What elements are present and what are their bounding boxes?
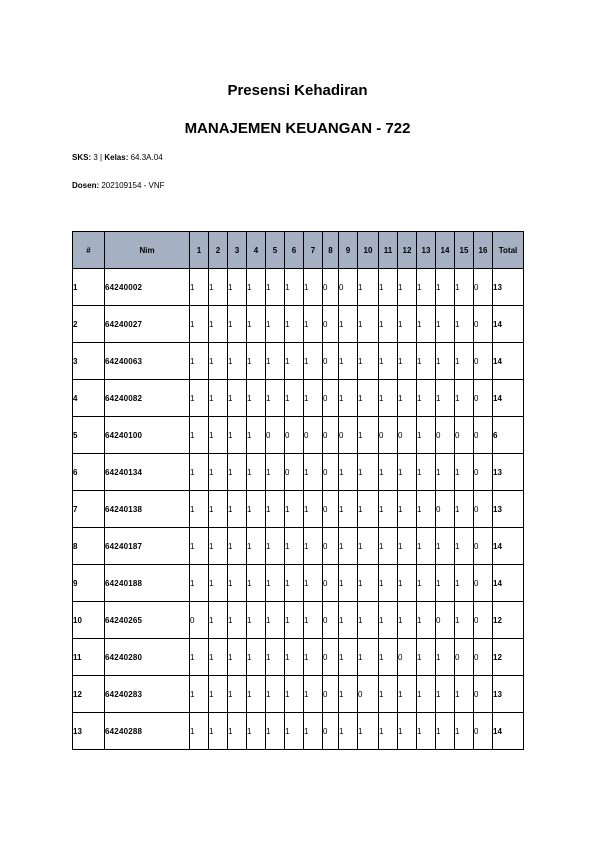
- session-attendance: 1: [228, 713, 247, 750]
- student-nim: 64240138: [105, 491, 190, 528]
- session-attendance: 1: [190, 417, 209, 454]
- column-header: #: [73, 232, 105, 269]
- dosen-label: Dosen:: [72, 181, 100, 190]
- session-attendance: 1: [266, 306, 285, 343]
- session-attendance: 0: [474, 602, 493, 639]
- session-attendance: 1: [398, 602, 417, 639]
- session-attendance: 1: [304, 565, 323, 602]
- session-attendance: 1: [247, 343, 266, 380]
- session-attendance: 0: [474, 676, 493, 713]
- session-attendance: 1: [228, 602, 247, 639]
- session-attendance: 1: [209, 491, 228, 528]
- session-attendance: 1: [285, 676, 304, 713]
- session-attendance: 1: [209, 380, 228, 417]
- session-attendance: 1: [417, 491, 436, 528]
- session-attendance: 1: [455, 269, 474, 306]
- session-attendance: 1: [455, 454, 474, 491]
- session-attendance: 1: [339, 343, 358, 380]
- session-attendance: 0: [474, 343, 493, 380]
- session-attendance: 1: [190, 491, 209, 528]
- attendance-total: 12: [493, 639, 524, 676]
- session-attendance: 1: [398, 528, 417, 565]
- session-attendance: 1: [417, 269, 436, 306]
- session-attendance: 1: [247, 602, 266, 639]
- session-attendance: 1: [266, 602, 285, 639]
- session-attendance: 0: [323, 269, 339, 306]
- session-attendance: 1: [209, 306, 228, 343]
- session-attendance: 1: [398, 380, 417, 417]
- session-attendance: 1: [339, 454, 358, 491]
- session-attendance: 0: [474, 713, 493, 750]
- session-attendance: 1: [285, 528, 304, 565]
- column-header: 9: [339, 232, 358, 269]
- session-attendance: 1: [209, 713, 228, 750]
- session-attendance: 1: [455, 676, 474, 713]
- session-attendance: 0: [436, 491, 455, 528]
- session-attendance: 1: [379, 380, 398, 417]
- session-attendance: 0: [323, 713, 339, 750]
- session-attendance: 1: [247, 676, 266, 713]
- session-attendance: 1: [285, 380, 304, 417]
- session-attendance: 1: [455, 528, 474, 565]
- session-attendance: 1: [379, 713, 398, 750]
- session-attendance: 1: [304, 676, 323, 713]
- session-attendance: 1: [358, 602, 379, 639]
- session-attendance: 0: [190, 602, 209, 639]
- dosen-value: 202109154 - VNF: [101, 181, 165, 190]
- session-attendance: 0: [474, 491, 493, 528]
- session-attendance: 1: [436, 528, 455, 565]
- session-attendance: 1: [285, 343, 304, 380]
- session-attendance: 1: [339, 528, 358, 565]
- column-header: 12: [398, 232, 417, 269]
- session-attendance: 1: [379, 639, 398, 676]
- column-header: Nim: [105, 232, 190, 269]
- session-attendance: 1: [436, 343, 455, 380]
- course-info: [72, 153, 163, 162]
- session-attendance: 1: [339, 565, 358, 602]
- session-attendance: 1: [455, 491, 474, 528]
- session-attendance: 1: [209, 639, 228, 676]
- session-attendance: 1: [455, 602, 474, 639]
- session-attendance: 0: [323, 676, 339, 713]
- session-attendance: 1: [304, 491, 323, 528]
- attendance-total: 12: [493, 602, 524, 639]
- session-attendance: 0: [474, 417, 493, 454]
- session-attendance: 1: [190, 380, 209, 417]
- table-row: [73, 417, 524, 454]
- row-number: 3: [73, 343, 105, 380]
- attendance-table: [72, 231, 524, 750]
- session-attendance: 1: [228, 343, 247, 380]
- session-attendance: 1: [358, 343, 379, 380]
- session-attendance: 0: [323, 639, 339, 676]
- session-attendance: 1: [339, 639, 358, 676]
- session-attendance: 1: [228, 565, 247, 602]
- session-attendance: 1: [266, 713, 285, 750]
- row-number: 12: [73, 676, 105, 713]
- session-attendance: 1: [398, 565, 417, 602]
- course-title: MANAJEMEN KEUANGAN - 722: [184, 120, 411, 137]
- session-attendance: 1: [417, 343, 436, 380]
- session-attendance: 1: [228, 454, 247, 491]
- student-nim: 64240187: [105, 528, 190, 565]
- session-attendance: 1: [398, 306, 417, 343]
- session-attendance: 1: [398, 343, 417, 380]
- session-attendance: 1: [304, 380, 323, 417]
- session-attendance: 1: [247, 713, 266, 750]
- session-attendance: 1: [358, 269, 379, 306]
- session-attendance: 1: [455, 713, 474, 750]
- session-attendance: 0: [455, 417, 474, 454]
- session-attendance: 1: [266, 454, 285, 491]
- session-attendance: 1: [247, 306, 266, 343]
- session-attendance: 1: [228, 676, 247, 713]
- session-attendance: 0: [455, 639, 474, 676]
- session-attendance: 1: [358, 380, 379, 417]
- session-attendance: 1: [247, 491, 266, 528]
- student-nim: 64240063: [105, 343, 190, 380]
- attendance-total: 14: [493, 565, 524, 602]
- session-attendance: 1: [398, 454, 417, 491]
- session-attendance: 1: [339, 491, 358, 528]
- session-attendance: 0: [285, 417, 304, 454]
- session-attendance: 1: [266, 343, 285, 380]
- session-attendance: 1: [455, 565, 474, 602]
- row-number: 6: [73, 454, 105, 491]
- session-attendance: 1: [285, 602, 304, 639]
- session-attendance: 1: [417, 713, 436, 750]
- attendance-total: 13: [493, 676, 524, 713]
- session-attendance: 0: [398, 417, 417, 454]
- session-attendance: 1: [398, 676, 417, 713]
- table-row: [73, 528, 524, 565]
- session-attendance: 1: [436, 454, 455, 491]
- row-number: 7: [73, 491, 105, 528]
- session-attendance: 0: [266, 417, 285, 454]
- row-number: 1: [73, 269, 105, 306]
- session-attendance: 1: [190, 713, 209, 750]
- student-nim: 64240288: [105, 713, 190, 750]
- session-attendance: 0: [474, 380, 493, 417]
- lecturer-info: [72, 181, 165, 190]
- table-row: [73, 343, 524, 380]
- session-attendance: 1: [436, 713, 455, 750]
- session-attendance: 0: [474, 565, 493, 602]
- session-attendance: 1: [339, 676, 358, 713]
- session-attendance: 0: [474, 269, 493, 306]
- attendance-total: 13: [493, 269, 524, 306]
- row-number: 10: [73, 602, 105, 639]
- session-attendance: 1: [228, 306, 247, 343]
- session-attendance: 1: [379, 343, 398, 380]
- session-attendance: 0: [323, 565, 339, 602]
- attendance-total: 14: [493, 343, 524, 380]
- session-attendance: 1: [190, 343, 209, 380]
- table-row: [73, 713, 524, 750]
- session-attendance: 1: [190, 565, 209, 602]
- session-attendance: 1: [247, 380, 266, 417]
- row-number: 13: [73, 713, 105, 750]
- session-attendance: 1: [190, 676, 209, 713]
- column-header: 6: [285, 232, 304, 269]
- attendance-total: 14: [493, 306, 524, 343]
- session-attendance: 1: [398, 269, 417, 306]
- session-attendance: 1: [285, 306, 304, 343]
- session-attendance: 1: [209, 676, 228, 713]
- table-row: [73, 269, 524, 306]
- session-attendance: 1: [266, 269, 285, 306]
- session-attendance: 1: [358, 417, 379, 454]
- session-attendance: 1: [379, 269, 398, 306]
- session-attendance: 1: [228, 269, 247, 306]
- attendance-total: 13: [493, 491, 524, 528]
- row-number: 5: [73, 417, 105, 454]
- session-attendance: 1: [304, 343, 323, 380]
- session-attendance: 1: [304, 713, 323, 750]
- session-attendance: 1: [285, 269, 304, 306]
- session-attendance: 0: [323, 528, 339, 565]
- session-attendance: 1: [190, 639, 209, 676]
- session-attendance: 0: [323, 343, 339, 380]
- column-header: 2: [209, 232, 228, 269]
- session-attendance: 1: [304, 528, 323, 565]
- column-header: 14: [436, 232, 455, 269]
- column-header: Total: [493, 232, 524, 269]
- session-attendance: 1: [379, 491, 398, 528]
- session-attendance: 1: [209, 528, 228, 565]
- session-attendance: 1: [247, 528, 266, 565]
- column-header: 13: [417, 232, 436, 269]
- session-attendance: 0: [323, 380, 339, 417]
- session-attendance: 1: [436, 676, 455, 713]
- session-attendance: 0: [339, 269, 358, 306]
- session-attendance: 1: [266, 639, 285, 676]
- column-header: 7: [304, 232, 323, 269]
- session-attendance: 1: [228, 380, 247, 417]
- session-attendance: 1: [209, 343, 228, 380]
- table-row: [73, 602, 524, 639]
- session-attendance: 1: [190, 528, 209, 565]
- kelas-label: Kelas:: [104, 153, 129, 162]
- session-attendance: 0: [323, 454, 339, 491]
- session-attendance: 1: [398, 491, 417, 528]
- session-attendance: 1: [379, 676, 398, 713]
- row-number: 11: [73, 639, 105, 676]
- row-number: 8: [73, 528, 105, 565]
- session-attendance: 0: [474, 639, 493, 676]
- session-attendance: 1: [285, 565, 304, 602]
- session-attendance: 1: [209, 602, 228, 639]
- session-attendance: 1: [247, 454, 266, 491]
- session-attendance: 0: [323, 306, 339, 343]
- session-attendance: 1: [266, 380, 285, 417]
- student-nim: 64240265: [105, 602, 190, 639]
- session-attendance: 1: [209, 417, 228, 454]
- session-attendance: 0: [339, 417, 358, 454]
- session-attendance: 1: [417, 602, 436, 639]
- session-attendance: 0: [379, 417, 398, 454]
- session-attendance: 1: [417, 528, 436, 565]
- session-attendance: 1: [358, 713, 379, 750]
- session-attendance: 1: [417, 676, 436, 713]
- session-attendance: 1: [436, 565, 455, 602]
- session-attendance: 1: [455, 343, 474, 380]
- session-attendance: 1: [358, 528, 379, 565]
- table-row: [73, 491, 524, 528]
- attendance-total: 14: [493, 528, 524, 565]
- session-attendance: 0: [285, 454, 304, 491]
- session-attendance: 1: [417, 306, 436, 343]
- session-attendance: 1: [228, 639, 247, 676]
- session-attendance: 0: [398, 639, 417, 676]
- session-attendance: 1: [339, 306, 358, 343]
- session-attendance: 1: [304, 639, 323, 676]
- session-attendance: 1: [266, 676, 285, 713]
- session-attendance: 1: [436, 306, 455, 343]
- session-attendance: 1: [379, 565, 398, 602]
- student-nim: 64240002: [105, 269, 190, 306]
- session-attendance: 1: [339, 380, 358, 417]
- session-attendance: 1: [417, 417, 436, 454]
- session-attendance: 1: [358, 306, 379, 343]
- session-attendance: 1: [209, 565, 228, 602]
- session-attendance: 0: [474, 454, 493, 491]
- session-attendance: 1: [436, 639, 455, 676]
- student-nim: 64240100: [105, 417, 190, 454]
- table-row: [73, 306, 524, 343]
- table-header-row: [73, 232, 524, 269]
- session-attendance: 0: [436, 417, 455, 454]
- attendance-total: 14: [493, 713, 524, 750]
- column-header: 11: [379, 232, 398, 269]
- session-attendance: 0: [474, 528, 493, 565]
- session-attendance: 1: [358, 454, 379, 491]
- session-attendance: 1: [379, 602, 398, 639]
- session-attendance: 0: [436, 602, 455, 639]
- session-attendance: 0: [323, 602, 339, 639]
- session-attendance: 1: [304, 269, 323, 306]
- table-row: [73, 454, 524, 491]
- session-attendance: 1: [304, 306, 323, 343]
- sks-label: SKS:: [72, 153, 92, 162]
- column-header: 4: [247, 232, 266, 269]
- session-attendance: 1: [228, 491, 247, 528]
- table-row: [73, 676, 524, 713]
- session-attendance: 1: [417, 639, 436, 676]
- table-row: [73, 380, 524, 417]
- session-attendance: 1: [285, 713, 304, 750]
- column-header: 3: [228, 232, 247, 269]
- row-number: 2: [73, 306, 105, 343]
- session-attendance: 1: [398, 713, 417, 750]
- session-attendance: 1: [190, 306, 209, 343]
- session-attendance: 1: [228, 417, 247, 454]
- session-attendance: 1: [190, 269, 209, 306]
- student-nim: 64240280: [105, 639, 190, 676]
- row-number: 9: [73, 565, 105, 602]
- attendance-total: 6: [493, 417, 524, 454]
- column-header: 1: [190, 232, 209, 269]
- column-header: 10: [358, 232, 379, 269]
- session-attendance: 1: [285, 491, 304, 528]
- table-body: [73, 269, 524, 750]
- session-attendance: 0: [323, 417, 339, 454]
- session-attendance: 0: [358, 676, 379, 713]
- session-attendance: 0: [323, 491, 339, 528]
- session-attendance: 1: [209, 454, 228, 491]
- session-attendance: 1: [339, 713, 358, 750]
- table-row: [73, 565, 524, 602]
- student-nim: 64240082: [105, 380, 190, 417]
- column-header: 5: [266, 232, 285, 269]
- session-attendance: 1: [304, 454, 323, 491]
- session-attendance: 1: [358, 491, 379, 528]
- session-attendance: 1: [379, 306, 398, 343]
- page-title: Presensi Kehadiran: [227, 82, 368, 99]
- session-attendance: 1: [358, 639, 379, 676]
- session-attendance: 1: [247, 639, 266, 676]
- session-attendance: 0: [474, 306, 493, 343]
- session-attendance: 1: [417, 565, 436, 602]
- session-attendance: 1: [209, 269, 228, 306]
- session-attendance: 1: [285, 639, 304, 676]
- session-attendance: 1: [358, 565, 379, 602]
- session-attendance: 1: [379, 454, 398, 491]
- session-attendance: 0: [304, 417, 323, 454]
- session-attendance: 1: [417, 380, 436, 417]
- session-attendance: 1: [247, 269, 266, 306]
- session-attendance: 1: [436, 269, 455, 306]
- session-attendance: 1: [379, 528, 398, 565]
- student-nim: 64240027: [105, 306, 190, 343]
- column-header: 16: [474, 232, 493, 269]
- session-attendance: 1: [455, 306, 474, 343]
- attendance-total: 13: [493, 454, 524, 491]
- session-attendance: 1: [436, 380, 455, 417]
- session-attendance: 1: [247, 417, 266, 454]
- student-nim: 64240134: [105, 454, 190, 491]
- attendance-total: 14: [493, 380, 524, 417]
- separator: |: [100, 153, 103, 162]
- session-attendance: 1: [266, 565, 285, 602]
- table-row: [73, 639, 524, 676]
- row-number: 4: [73, 380, 105, 417]
- session-attendance: 1: [266, 528, 285, 565]
- session-attendance: 1: [266, 491, 285, 528]
- session-attendance: 1: [304, 602, 323, 639]
- student-nim: 64240188: [105, 565, 190, 602]
- column-header: 15: [455, 232, 474, 269]
- session-attendance: 1: [417, 454, 436, 491]
- session-attendance: 1: [190, 454, 209, 491]
- session-attendance: 1: [455, 380, 474, 417]
- column-header: 8: [323, 232, 339, 269]
- student-nim: 64240283: [105, 676, 190, 713]
- session-attendance: 1: [228, 528, 247, 565]
- session-attendance: 1: [247, 565, 266, 602]
- kelas-value: 64.3A.04: [130, 153, 163, 162]
- sks-value: 3: [93, 153, 98, 162]
- session-attendance: 1: [339, 602, 358, 639]
